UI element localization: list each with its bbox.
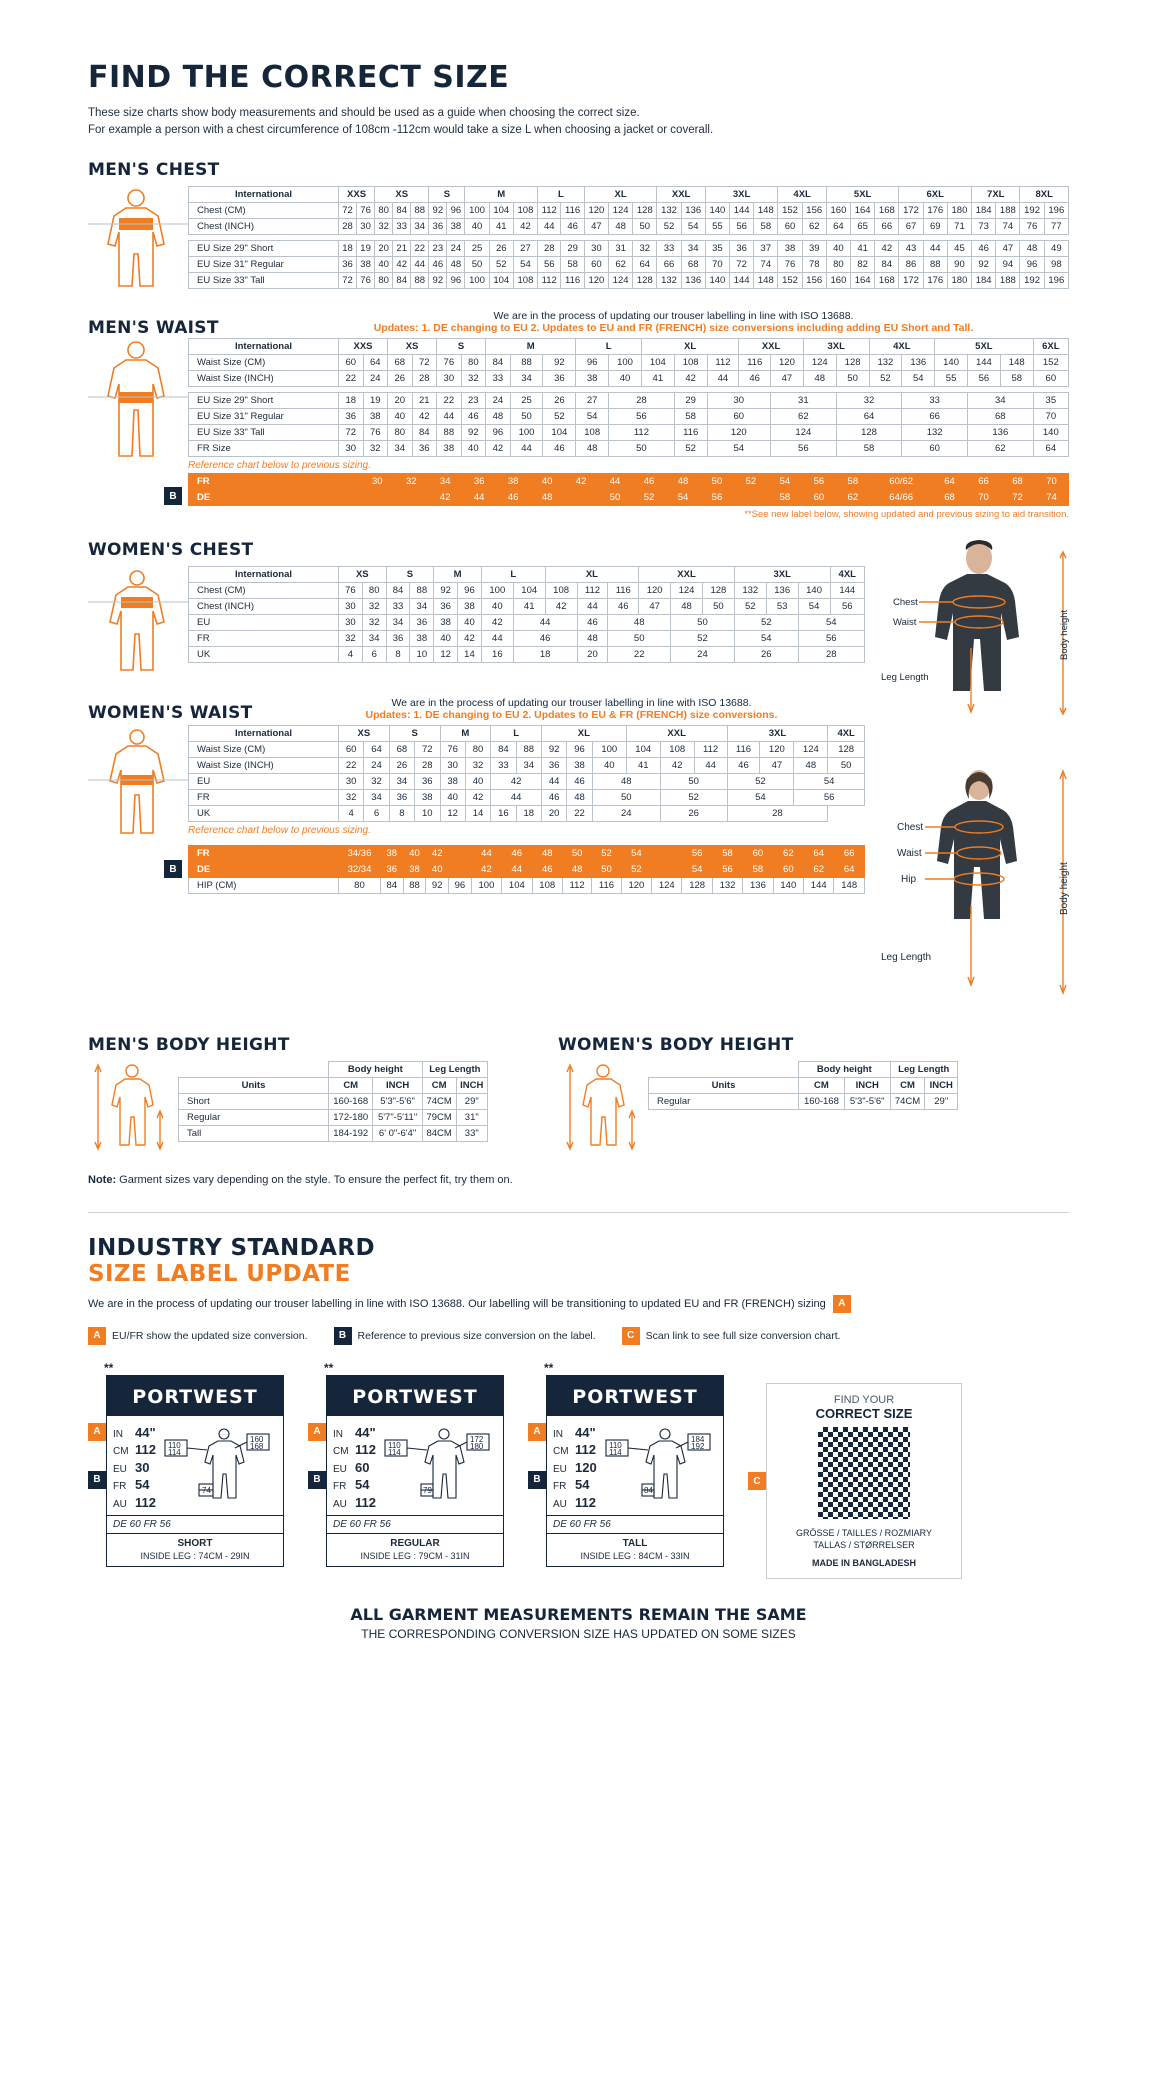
col-international: International (189, 186, 339, 202)
female-body-height-label: Body height (1059, 861, 1069, 915)
womens-chest-table (188, 566, 865, 663)
size-val-cm: 112 (575, 1442, 596, 1458)
table-row: EU 30 32 34 36 38 40 42 44 46 48 50 52 54 (189, 614, 865, 630)
col-xl: XL (584, 186, 657, 202)
size-val-cm: 112 (135, 1442, 156, 1458)
brand-bar-short (107, 1376, 283, 1416)
mens-waist-updates (278, 310, 1069, 334)
label-figure-regular (380, 1424, 497, 1512)
table-row: Chest (INCH) 30 32 33 34 36 38 40 41 42 44 46 47 48 50 52 53 54 56 (189, 598, 865, 614)
size-val-in: 44" (135, 1424, 156, 1440)
table-row: UK 4 6 8 10 12 14 16 18 20 22 24 26 28 (189, 805, 865, 821)
table-row: EU Size 31" Regular 36 38 40 42 44 46 48 50 52 54 56 58 60 62 64 66 68 70 72 74 76 78 80 82 84 86 88 90 92 94 96 98 (189, 256, 1069, 272)
brand-bar-regular (327, 1376, 503, 1416)
qr-caption-1: GRÖSSE / TAILLES / ROZMIARY (795, 1527, 933, 1538)
label-figure-short (160, 1424, 277, 1512)
table-row: Regular 160-168 5'3"-5'6" 74CM 29" (649, 1093, 958, 1109)
fit-name-short: SHORT (107, 1533, 283, 1551)
fig-leg: 74 (202, 1486, 212, 1496)
col-6xl: 6XL (1033, 338, 1068, 354)
badge-b-short: B (88, 1471, 106, 1489)
col-xl: XL (542, 725, 627, 741)
col-m: M (440, 725, 491, 741)
badge-b-regular: B (308, 1471, 326, 1489)
size-key-fr: FR (333, 1481, 347, 1493)
womens-waist-updates (278, 697, 865, 721)
male-waist-label: Waist (893, 616, 917, 628)
size-key-au: AU (333, 1498, 347, 1510)
table-row: Chest (INCH) 28 30 32 33 34 36 38 40 41 42 44 46 47 48 50 52 54 55 56 58 60 62 64 65 66 67 69 71 73 74 76 77 (189, 218, 1069, 234)
previous-sizing-short: DE 60 FR 56 (107, 1515, 283, 1533)
industry-lead (88, 1295, 1069, 1313)
legend-text-a: EU/FR show the updated size conversion. (112, 1329, 308, 1342)
size-val-eu: 120 (575, 1459, 597, 1475)
updates-label: Updates: (365, 708, 411, 721)
label-figure-tall (601, 1424, 717, 1512)
update-1: 1. DE changing to EU (413, 708, 520, 721)
fit-name-regular: REGULAR (327, 1533, 503, 1551)
size-val-au: 112 (575, 1494, 596, 1510)
table-row: EU 30 32 34 36 38 40 42 44 46 48 50 52 54 (189, 773, 865, 789)
size-key-cm: CM (553, 1446, 569, 1458)
table-row: Waist Size (CM) 60 64 68 72 76 80 84 88 92 96 100 104 108 112 116 120 124 128 (189, 741, 865, 757)
mens-body-height-title: MEN'S BODY HEIGHT (88, 1034, 290, 1055)
womens-height-figure (558, 1061, 648, 1156)
col-l: L (538, 186, 585, 202)
col-4xl: 4XL (830, 566, 864, 582)
updates-lead: We are in the process of updating our trouser labelling in line with ISO 13688. (493, 309, 854, 322)
col-xxl: XXL (657, 186, 705, 202)
male-leg-length-label: Leg Length (881, 671, 929, 683)
size-val-eu: 30 (135, 1459, 150, 1475)
mens-chest-table (188, 186, 1069, 289)
fig-left-1: 110 (168, 1441, 182, 1451)
table-row: UK 4 6 8 10 12 14 16 18 20 22 24 26 28 (189, 646, 865, 662)
size-list-short (113, 1424, 156, 1512)
previous-sizing-regular: DE 60 FR 56 (327, 1515, 503, 1533)
col-international: International (189, 566, 339, 582)
brand-bar-tall (547, 1376, 723, 1416)
brand-name: PORTWEST (132, 1385, 258, 1408)
col-xxs: XXS (339, 338, 388, 354)
size-key-au: AU (553, 1498, 567, 1510)
mens-height-figure (88, 1061, 178, 1156)
col-3xl: 3XL (803, 338, 869, 354)
mens-chest-figure (88, 186, 188, 296)
mens-waist-block (88, 338, 1069, 473)
legend-item-c (622, 1327, 841, 1345)
table-row: FR Size 30 32 34 36 38 40 42 44 46 48 50 52 54 56 58 60 62 64 (189, 440, 1069, 456)
fit-note-text: Garment sizes vary depending on the style. To ensure the perfect fit, try them on. (116, 1173, 513, 1186)
table-row: EU Size 33" Tall 72 76 80 84 88 92 96 100 104 108 112 116 120 124 128 132 136 140 144 148 152 156 160 164 168 172 176 180 184 188 192 196 (189, 272, 1069, 288)
fit-note-prefix: Note: (88, 1173, 117, 1186)
womens-waist-previous-table (188, 845, 865, 894)
qr-block (748, 1383, 962, 1579)
brand-name: PORTWEST (352, 1385, 478, 1408)
table-row-de: DE 32/34 36 38 40 42 44 46 48 50 52 54 56 58 60 62 64 (189, 861, 865, 877)
size-label-update-title: SIZE LABEL UPDATE (88, 1260, 351, 1287)
col-4xl: 4XL (778, 186, 826, 202)
table-row: EU Size 29" Short 18 19 20 21 22 23 24 25 26 27 28 29 30 31 32 33 34 35 36 37 38 39 40 41 42 43 44 45 46 47 48 49 (189, 240, 1069, 256)
label-examples (88, 1361, 1069, 1579)
footer-line-1: ALL GARMENT MEASUREMENTS REMAIN THE SAME (350, 1604, 807, 1624)
mens-waist-reference-note: Reference chart below to previous sizing. (188, 459, 371, 471)
col-6xl: 6XL (899, 186, 972, 202)
col-l: L (576, 338, 642, 354)
male-model-figure (879, 540, 1069, 725)
col-xs: XS (339, 725, 390, 741)
table-row: Chest (CM) 76 80 84 88 92 96 100 104 108 112 116 120 124 128 132 136 140 144 (189, 582, 865, 598)
size-key-in: IN (113, 1428, 123, 1440)
table-header-row (189, 186, 1069, 202)
size-key-au: AU (113, 1498, 127, 1510)
mens-waist-figure (88, 338, 188, 468)
inside-leg-regular: INSIDE LEG : 79CM - 31IN (360, 1551, 470, 1562)
industry-standard-title: INDUSTRY STANDARD (88, 1234, 375, 1261)
mens-waist-title: MEN'S WAIST (88, 317, 219, 338)
size-val-eu: 60 (355, 1459, 370, 1475)
col-m: M (465, 186, 538, 202)
col-l: L (481, 566, 545, 582)
legend-item-b (334, 1327, 596, 1345)
svg-text:184: 184 (690, 1435, 705, 1445)
label-card-tall (528, 1361, 724, 1568)
svg-text:110: 110 (388, 1441, 402, 1451)
col-xs: XS (388, 338, 437, 354)
col-xs: XS (339, 566, 387, 582)
table-header-row (189, 725, 865, 741)
page-title: FIND THE CORRECT SIZE (88, 60, 510, 95)
legend-item-a (88, 1327, 308, 1345)
mens-waist-table (188, 338, 1069, 457)
col-body-height: Body height (799, 1061, 891, 1077)
table-row: Chest (CM) 72 76 80 84 88 92 96 100 104 108 112 116 120 124 128 132 136 140 144 148 152 156 160 164 168 172 176 180 184 188 192 196 (189, 202, 1069, 218)
col-3xl: 3XL (734, 566, 830, 582)
inside-leg-short: INSIDE LEG : 74CM - 29IN (140, 1551, 250, 1562)
svg-text:180: 180 (470, 1442, 484, 1452)
size-val-in: 44" (355, 1424, 376, 1440)
col-xs: XS (375, 186, 429, 202)
womens-chest-figure (88, 566, 188, 681)
col-4xl: 4XL (869, 338, 935, 354)
col-s: S (386, 566, 434, 582)
model-figures (879, 540, 1069, 1025)
size-key-in: IN (553, 1428, 563, 1440)
table-row: EU Size 33" Tall 72 76 80 84 88 92 96 100 104 108 112 116 120 124 128 132 136 140 (189, 424, 1069, 440)
womens-chest-title: WOMEN'S CHEST (88, 539, 254, 560)
female-leg-length-label: Leg Length (881, 951, 932, 963)
col-xl: XL (545, 566, 639, 582)
table-row: FR 32 34 36 38 40 42 44 46 48 50 52 54 56 (189, 630, 865, 646)
col-m: M (434, 566, 482, 582)
col-xxl: XXL (739, 338, 804, 354)
badge-a-tall: A (528, 1423, 546, 1441)
col-xxl: XXL (626, 725, 727, 741)
female-chest-label: Chest (897, 821, 924, 833)
fit-note (88, 1174, 1069, 1186)
female-model-figure (879, 755, 1069, 1025)
table-row: Short 160-168 5'3"-5'6" 74CM 29" (179, 1093, 488, 1109)
badge-c: C (622, 1327, 640, 1345)
col-s: S (437, 338, 486, 354)
stars-short: ** (104, 1360, 114, 1375)
size-list-regular (333, 1424, 376, 1512)
industry-lead-text: We are in the process of updating our trouser labelling in line with ISO 13688. Our labelling will be transitioning to updated EU and FR (FRENCH) sizing (88, 1297, 826, 1310)
size-key-fr: FR (553, 1481, 567, 1493)
fig-right-1: 160 (250, 1435, 264, 1445)
table-row: Tall 184-192 6' 0"-6'4" 84CM 33" (179, 1125, 488, 1141)
updates-lead: We are in the process of updating our trouser labelling in line with ISO 13688. (391, 696, 752, 709)
col-units: Units (649, 1077, 799, 1093)
col-4xl: 4XL (828, 725, 865, 741)
womens-body-height-table: Body height Leg Length Units CM INCH CM INCH Regular 160-168 5'3"-5'6" 74CM 29" (648, 1061, 958, 1110)
col-body-height: Body height (329, 1061, 423, 1077)
badge-a-short: A (88, 1423, 106, 1441)
intro-line-1: These size charts show body measurements and should be used as a guide when choosing the correct size. (88, 107, 640, 119)
svg-text:79: 79 (423, 1486, 433, 1496)
intro-line-2: For example a person with a chest circumference of 108cm -112cm would take a size L when choosing a jacket or coverall. (88, 124, 714, 137)
badge-b-mens: B (164, 487, 182, 505)
fig-left-2: 114 (168, 1448, 182, 1458)
footer-line-2: THE CORRESPONDING CONVERSION SIZE HAS UPDATED ON SOME SIZES (361, 1626, 796, 1641)
womens-body-height-title: WOMEN'S BODY HEIGHT (558, 1034, 794, 1055)
size-key-eu: EU (333, 1463, 347, 1475)
col-units: Units (179, 1077, 329, 1093)
qr-card[interactable] (766, 1383, 962, 1579)
stars-tall: ** (544, 1360, 554, 1375)
size-val-au: 112 (135, 1494, 156, 1510)
col-international: International (189, 725, 339, 741)
inside-leg-tall: INSIDE LEG : 84CM - 33IN (580, 1551, 690, 1562)
table-row: FR 32 34 36 38 40 42 44 46 48 50 52 54 56 (189, 789, 865, 805)
size-val-fr: 54 (135, 1477, 150, 1493)
col-7xl: 7XL (972, 186, 1020, 202)
label-card-short (88, 1361, 284, 1568)
update-2: 2. Updates to EU & FR (FRENCH) size conversions. (522, 708, 778, 721)
col-8xl: 8XL (1020, 186, 1069, 202)
svg-text:84: 84 (643, 1486, 653, 1496)
male-body-height-label: Body height (1059, 609, 1069, 660)
womens-waist-table (188, 725, 865, 822)
table-row-de: DE 42 44 46 48 50 52 54 56 58 60 62 64/66 68 70 72 74 (189, 489, 1069, 505)
table-row: EU Size 29" Short 18 19 20 21 22 23 24 25 26 27 28 29 30 31 32 33 34 35 (189, 392, 1069, 408)
qr-line-2: CORRECT SIZE (815, 1405, 913, 1421)
table-row: Waist Size (INCH) 22 24 26 28 30 32 33 34 36 38 40 41 42 44 46 47 48 50 52 54 55 56 58 60 (189, 370, 1069, 386)
badge-b-tall: B (528, 1471, 546, 1489)
size-list-tall (553, 1424, 597, 1512)
size-key-cm: CM (333, 1446, 349, 1458)
col-5xl: 5XL (826, 186, 899, 202)
womens-waist-reference-note: Reference chart below to previous sizing. (188, 824, 371, 836)
col-s: S (389, 725, 440, 741)
size-val-cm: 112 (355, 1442, 376, 1458)
female-waist-label: Waist (897, 847, 922, 859)
legend-text-c: Scan link to see full size conversion chart. (645, 1329, 841, 1342)
badge-column-regular (308, 1375, 326, 1568)
womens-waist-title: WOMEN'S WAIST (88, 702, 253, 723)
col-xl: XL (641, 338, 738, 354)
size-val-au: 112 (355, 1494, 376, 1510)
size-key-cm: CM (113, 1446, 129, 1458)
size-val-fr: 54 (355, 1477, 370, 1493)
size-key-in: IN (333, 1428, 343, 1440)
female-hip-label: Hip (901, 873, 917, 885)
womens-body-height-block (558, 1035, 958, 1156)
table-row: Waist Size (CM) 60 64 68 72 76 80 84 88 92 96 100 104 108 112 116 120 124 128 132 136 140 144 148 152 (189, 354, 1069, 370)
col-5xl: 5XL (935, 338, 1033, 354)
table-row: EU Size 31" Regular 36 38 40 42 44 46 48 50 52 54 56 58 60 62 64 66 68 70 (189, 408, 1069, 424)
svg-text:192: 192 (690, 1442, 705, 1452)
col-xxs: XXS (339, 186, 375, 202)
mens-chest-block (88, 186, 1069, 296)
size-val-in: 44" (575, 1424, 596, 1440)
col-s: S (429, 186, 465, 202)
table-header-row (189, 566, 865, 582)
updates-label: Updates: (373, 321, 419, 334)
mens-chest-title: MEN'S CHEST (88, 159, 220, 180)
update-1: 1. DE changing to EU (421, 321, 528, 334)
womens-waist-figure (88, 725, 188, 845)
table-row-fr: FR 34/36 38 40 42 44 46 48 50 52 54 56 58 60 62 64 66 (189, 845, 865, 861)
stars-regular: ** (324, 1360, 334, 1375)
table-row-fr: FR 30 32 34 36 38 40 42 44 46 48 50 52 54 56 58 60/62 64 66 68 70 (189, 473, 1069, 489)
mens-body-height-table: Body height Leg Length Units CM INCH CM INCH Short 160-168 5'3"-5'6" 74CM 29" Regular 172-180 5'7"-5'11" 79CM 31" Tall 184-192 6' 0"-6'4" 84CM 33" (178, 1061, 488, 1142)
table-row: Waist Size (INCH) 22 24 26 28 30 32 33 34 36 38 40 41 42 44 46 47 48 50 (189, 757, 865, 773)
update-2: 2. Updates to EU and FR (FRENCH) size conversions including adding EU Short and Tall. (530, 321, 974, 334)
label-card-regular (308, 1361, 504, 1568)
col-leg-length: Leg Length (422, 1061, 487, 1077)
size-key-eu: EU (113, 1463, 127, 1475)
mens-waist-previous-table (188, 473, 1069, 506)
qr-code-icon[interactable] (818, 1427, 910, 1519)
badge-b-womens: B (164, 860, 182, 878)
col-l: L (491, 725, 542, 741)
col-leg-length: Leg Length (890, 1061, 957, 1077)
table-row-hip: HIP (CM) 80 84 88 92 96 100 104 108 112 116 120 124 128 132 136 140 144 148 (189, 877, 865, 893)
svg-text:114: 114 (388, 1448, 402, 1458)
col-international: International (189, 338, 339, 354)
col-3xl: 3XL (705, 186, 778, 202)
badge-b: B (334, 1327, 352, 1345)
qr-caption-2: TALLAS / STØRRELSER (813, 1540, 915, 1551)
qr-made-in: MADE IN BANGLADESH (811, 1557, 916, 1568)
brand-name: PORTWEST (572, 1385, 698, 1408)
mens-waist-footnote: **See new label below, showing updated and previous sizing to aid transition. (744, 508, 1069, 520)
qr-line-1: FIND YOUR (833, 1393, 895, 1406)
badge-column-short (88, 1375, 106, 1568)
col-m: M (486, 338, 576, 354)
size-val-fr: 54 (575, 1477, 590, 1493)
svg-text:110: 110 (608, 1441, 622, 1451)
legend (88, 1327, 1069, 1345)
col-3xl: 3XL (727, 725, 828, 741)
svg-text:114: 114 (608, 1448, 622, 1458)
legend-text-b: Reference to previous size conversion on the label. (357, 1329, 596, 1342)
badge-column-tall (528, 1375, 546, 1568)
col-xxl: XXL (639, 566, 735, 582)
table-row: Regular 172-180 5'7"-5'11" 79CM 31" (179, 1109, 488, 1125)
size-key-fr: FR (113, 1481, 127, 1493)
table-header-row (189, 338, 1069, 354)
badge-a: A (88, 1327, 106, 1345)
male-chest-label: Chest (893, 596, 918, 608)
badge-c-qr: C (748, 1472, 766, 1490)
fit-name-tall: TALL (547, 1533, 723, 1551)
badge-a-regular: A (308, 1423, 326, 1441)
badge-a-inline: A (833, 1295, 851, 1313)
size-key-eu: EU (553, 1463, 567, 1475)
intro-text (88, 105, 1069, 140)
svg-text:172: 172 (470, 1435, 484, 1445)
previous-sizing-tall: DE 60 FR 56 (547, 1515, 723, 1533)
fig-right-2: 168 (250, 1442, 264, 1452)
section-divider (88, 1212, 1069, 1213)
mens-body-height-block (88, 1035, 488, 1156)
